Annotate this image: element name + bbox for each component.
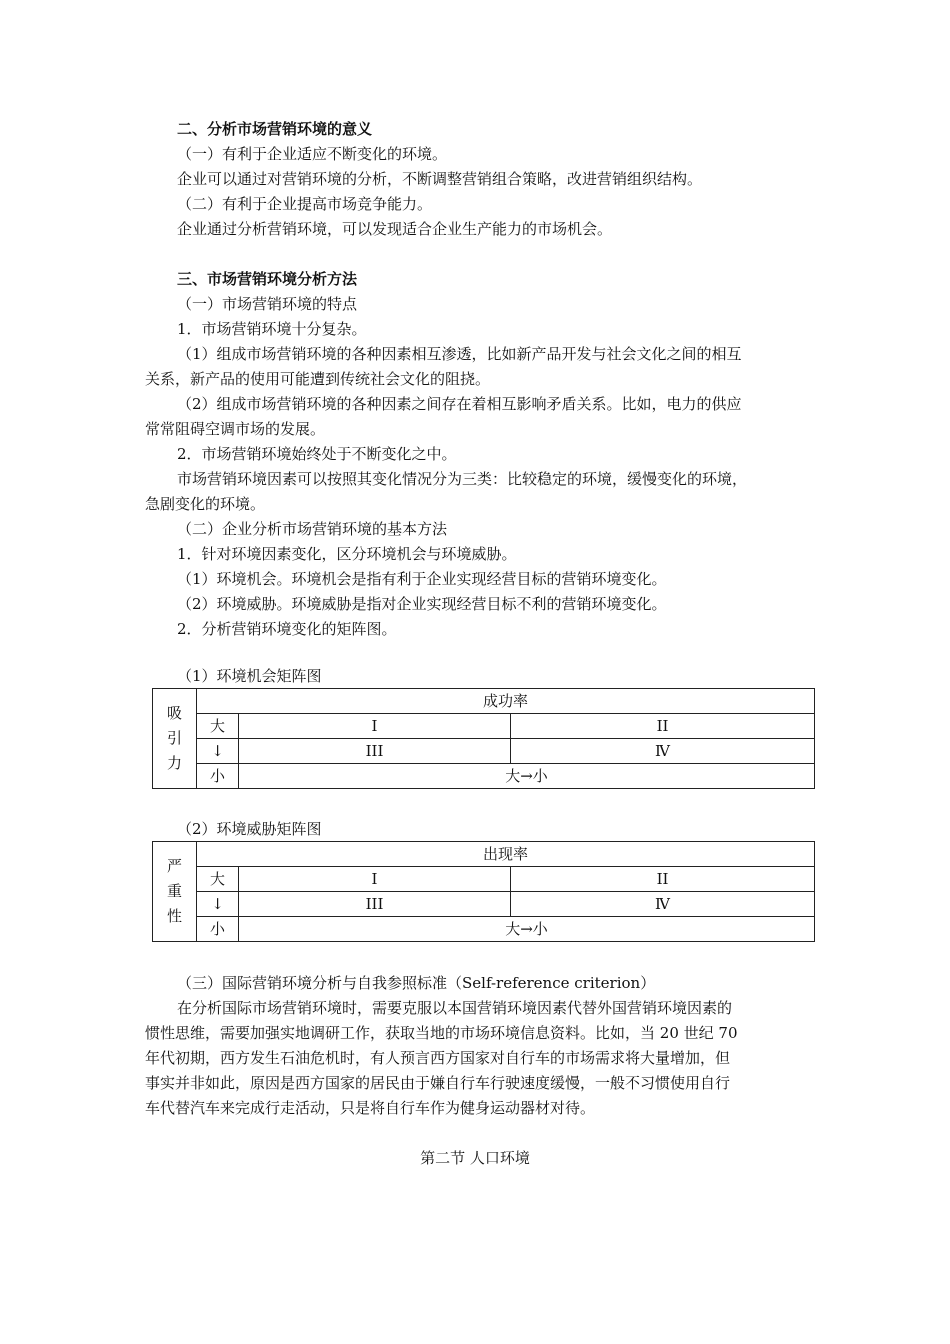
matrix2-cell-3: III <box>239 892 511 917</box>
threat-matrix-table <box>152 841 815 942</box>
matrix2-row-label <box>153 842 197 942</box>
section2-item1: （一）有利于企业适应不断变化的环境。 <box>177 145 448 163</box>
matrix1-scale-arrow: ↓ <box>197 739 239 764</box>
section3c-heading: （三）国际营销环境分析与自我参照标准（Self-reference criterion） <box>177 974 656 992</box>
section3-p2: 2．市场营销环境始终处于不断变化之中。 <box>177 445 457 463</box>
section3-p1b-line2: 常常阻碍空调市场的发展。 <box>145 420 326 438</box>
matrix2-cell-2: II <box>511 867 815 892</box>
section3-heading: 三、市场营销环境分析方法 <box>177 270 358 288</box>
matrix1-scale-low: 小 <box>197 764 239 789</box>
matrix1-cell-3: III <box>239 739 511 764</box>
matrix2-scale-arrow: ↓ <box>197 892 239 917</box>
matrix1-row-label-char: 力 <box>166 754 182 772</box>
matrix1-row-label <box>153 689 197 789</box>
matrix1-row-label-char: 引 <box>166 729 182 747</box>
matrix1-row-label-char: 吸 <box>166 704 182 722</box>
matrix2-scale-low: 小 <box>197 917 239 942</box>
section3c-line3: 年代初期，西方发生石油危机时，有人预言西方国家对自行车的市场需求将大量增加，但 <box>145 1049 731 1067</box>
matrix2-caption: （2）环境威胁矩阵图 <box>177 820 322 838</box>
next-section-title: 第二节 人口环境 <box>420 1149 530 1167</box>
section3c-line4: 事实并非如此，原因是西方国家的居民由于嫌自行车行驶速度缓慢，一般不习惯使用自行 <box>145 1074 731 1092</box>
section3-p1b-line1: （2）组成市场营销环境的各种因素之间存在着相互影响矛盾关系。比如，电力的供应 <box>177 395 742 413</box>
matrix2-footer: 大→小 <box>239 917 815 942</box>
section3-m1: 1．针对环境因素变化，区分环境机会与环境威胁。 <box>177 545 517 563</box>
section2-item2-text: 企业通过分析营销环境，可以发现适合企业生产能力的市场机会。 <box>177 220 613 238</box>
opportunity-matrix-table <box>152 688 815 789</box>
matrix1-cell-2: II <box>511 714 815 739</box>
matrix2-cell-4: Ⅳ <box>511 892 815 917</box>
matrix2-row-label-char: 重 <box>166 882 182 900</box>
section2-heading: 二、分析市场营销环境的意义 <box>177 120 373 138</box>
matrix2-header: 出现率 <box>197 842 815 867</box>
matrix1-cell-4: Ⅳ <box>511 739 815 764</box>
matrix2-row-label-char: 性 <box>166 907 182 925</box>
matrix1-header: 成功率 <box>197 689 815 714</box>
section3-m2: 2．分析营销环境变化的矩阵图。 <box>177 620 397 638</box>
section3-p1a-line2: 关系，新产品的使用可能遭到传统社会文化的阻挠。 <box>145 370 491 388</box>
section3-p1a-line1: （1）组成市场营销环境的各种因素相互渗透，比如新产品开发与社会文化之间的相互 <box>177 345 742 363</box>
section3-sub1: （一）市场营销环境的特点 <box>177 295 358 313</box>
matrix1-scale-high: 大 <box>197 714 239 739</box>
matrix1-cell-1: I <box>239 714 511 739</box>
matrix2-row-label-char: 严 <box>166 857 182 875</box>
matrix1-caption: （1）环境机会矩阵图 <box>177 667 322 685</box>
section3c-line5: 车代替汽车来完成行走活动，只是将自行车作为健身运动器材对待。 <box>145 1099 596 1117</box>
section3-m1b: （2）环境威胁。环境威胁是指对企业实现经营目标不利的营销环境变化。 <box>177 595 667 613</box>
matrix2-cell-1: I <box>239 867 511 892</box>
matrix2-scale-high: 大 <box>197 867 239 892</box>
section3-p2-line2: 急剧变化的环境。 <box>145 495 266 513</box>
section3-m1a: （1）环境机会。环境机会是指有利于企业实现经营目标的营销环境变化。 <box>177 570 667 588</box>
section3-p2-line1: 市场营销环境因素可以按照其变化情况分为三类：比较稳定的环境，缓慢变化的环境， <box>177 470 748 488</box>
section3c-line1: 在分析国际市场营销环境时，需要克服以本国营销环境因素代替外国营销环境因素的 <box>177 999 733 1017</box>
section2-item2: （二）有利于企业提高市场竞争能力。 <box>177 195 433 213</box>
section3-p1: 1．市场营销环境十分复杂。 <box>177 320 367 338</box>
section3c-line2: 惯性思维，需要加强实地调研工作，获取当地的市场环境信息资料。比如，当 20 世纪 70 <box>145 1024 738 1042</box>
matrix1-footer: 大→小 <box>239 764 815 789</box>
section2-item1-text: 企业可以通过对营销环境的分析，不断调整营销组合策略，改进营销组织结构。 <box>177 170 703 188</box>
section3-sub2: （二）企业分析市场营销环境的基本方法 <box>177 520 448 538</box>
